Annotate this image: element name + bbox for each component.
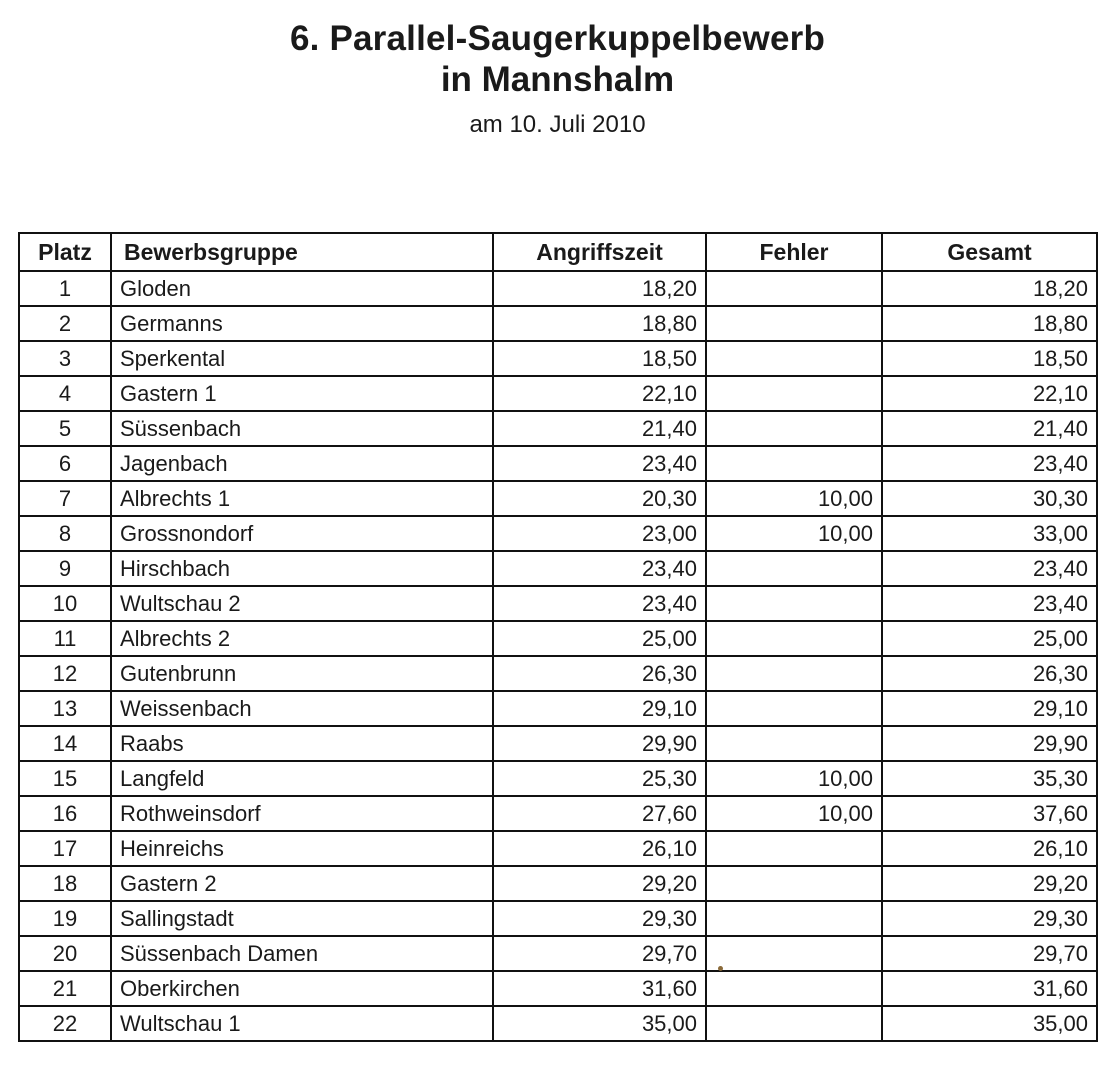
cell-gesamt: 26,10 — [882, 831, 1097, 866]
table-row — [19, 341, 1097, 376]
cell-bewerbsgruppe: Hirschbach — [111, 551, 493, 586]
cell-gesamt: 18,20 — [882, 271, 1097, 306]
table-row — [19, 971, 1097, 1006]
cell-platz: 20 — [19, 936, 111, 971]
cell-platz: 19 — [19, 901, 111, 936]
cell-platz: 17 — [19, 831, 111, 866]
cell-angriffszeit: 26,30 — [493, 656, 706, 691]
cell-bewerbsgruppe: Albrechts 1 — [111, 481, 493, 516]
cell-platz: 7 — [19, 481, 111, 516]
cell-gesamt: 25,00 — [882, 621, 1097, 656]
cell-angriffszeit: 23,40 — [493, 551, 706, 586]
results-table-head — [19, 233, 1097, 271]
cell-platz: 12 — [19, 656, 111, 691]
table-row — [19, 796, 1097, 831]
cell-angriffszeit: 26,10 — [493, 831, 706, 866]
cell-angriffszeit: 21,40 — [493, 411, 706, 446]
cell-angriffszeit: 18,50 — [493, 341, 706, 376]
cell-gesamt: 31,60 — [882, 971, 1097, 1006]
cell-platz: 15 — [19, 761, 111, 796]
cell-platz: 2 — [19, 306, 111, 341]
cell-gesamt: 30,30 — [882, 481, 1097, 516]
page-subtitle: am 10. Juli 2010 — [469, 110, 646, 138]
cell-bewerbsgruppe: Sperkental — [111, 341, 493, 376]
cell-fehler — [706, 656, 882, 691]
cell-bewerbsgruppe: Gloden — [111, 271, 493, 306]
cell-fehler — [706, 376, 882, 411]
cell-bewerbsgruppe: Albrechts 2 — [111, 621, 493, 656]
table-row — [19, 516, 1097, 551]
cell-angriffszeit: 18,80 — [493, 306, 706, 341]
cell-angriffszeit: 35,00 — [493, 1006, 706, 1041]
cell-fehler: 10,00 — [706, 516, 882, 551]
cell-platz: 9 — [19, 551, 111, 586]
cell-bewerbsgruppe: Raabs — [111, 726, 493, 761]
results-table — [18, 232, 1098, 1042]
table-row — [19, 761, 1097, 796]
cell-fehler — [706, 621, 882, 656]
table-row — [19, 481, 1097, 516]
column-header-bewerbsgruppe: Bewerbsgruppe — [111, 233, 493, 271]
cell-platz: 5 — [19, 411, 111, 446]
table-row — [19, 446, 1097, 481]
cell-bewerbsgruppe: Grossnondorf — [111, 516, 493, 551]
cell-angriffszeit: 31,60 — [493, 971, 706, 1006]
cell-bewerbsgruppe: Oberkirchen — [111, 971, 493, 1006]
cell-angriffszeit: 27,60 — [493, 796, 706, 831]
cell-fehler — [706, 726, 882, 761]
cell-platz: 16 — [19, 796, 111, 831]
column-header-fehler: Fehler — [706, 233, 882, 271]
column-header-platz: Platz — [19, 233, 111, 271]
cell-fehler: 10,00 — [706, 481, 882, 516]
table-row — [19, 306, 1097, 341]
cell-platz: 13 — [19, 691, 111, 726]
cell-gesamt: 23,40 — [882, 586, 1097, 621]
cell-gesamt: 33,00 — [882, 516, 1097, 551]
cell-gesamt: 22,10 — [882, 376, 1097, 411]
cell-fehler — [706, 551, 882, 586]
cell-bewerbsgruppe: Rothweinsdorf — [111, 796, 493, 831]
cell-angriffszeit: 25,30 — [493, 761, 706, 796]
table-row — [19, 271, 1097, 306]
cell-gesamt: 26,30 — [882, 656, 1097, 691]
cell-platz: 10 — [19, 586, 111, 621]
scan-speck-artifact — [718, 966, 723, 971]
table-row — [19, 411, 1097, 446]
cell-gesamt: 29,30 — [882, 901, 1097, 936]
cell-gesamt: 29,10 — [882, 691, 1097, 726]
cell-bewerbsgruppe: Langfeld — [111, 761, 493, 796]
cell-bewerbsgruppe: Süssenbach — [111, 411, 493, 446]
cell-fehler — [706, 586, 882, 621]
table-row — [19, 936, 1097, 971]
cell-gesamt: 23,40 — [882, 551, 1097, 586]
column-header-angriffszeit: Angriffszeit — [493, 233, 706, 271]
cell-bewerbsgruppe: Heinreichs — [111, 831, 493, 866]
cell-gesamt: 18,50 — [882, 341, 1097, 376]
column-header-gesamt: Gesamt — [882, 233, 1097, 271]
cell-angriffszeit: 23,40 — [493, 586, 706, 621]
cell-fehler — [706, 1006, 882, 1041]
cell-gesamt: 18,80 — [882, 306, 1097, 341]
table-row — [19, 726, 1097, 761]
table-row — [19, 1006, 1097, 1041]
cell-bewerbsgruppe: Gastern 1 — [111, 376, 493, 411]
cell-gesamt: 21,40 — [882, 411, 1097, 446]
cell-angriffszeit: 29,90 — [493, 726, 706, 761]
cell-bewerbsgruppe: Gastern 2 — [111, 866, 493, 901]
page-title-line-1: 6. Parallel-Saugerkuppelbewerb — [289, 19, 826, 58]
cell-platz: 21 — [19, 971, 111, 1006]
cell-gesamt: 23,40 — [882, 446, 1097, 481]
cell-bewerbsgruppe: Wultschau 1 — [111, 1006, 493, 1041]
cell-bewerbsgruppe: Gutenbrunn — [111, 656, 493, 691]
cell-fehler — [706, 271, 882, 306]
cell-fehler — [706, 446, 882, 481]
cell-fehler — [706, 411, 882, 446]
cell-angriffszeit: 20,30 — [493, 481, 706, 516]
cell-fehler — [706, 866, 882, 901]
cell-platz: 4 — [19, 376, 111, 411]
cell-bewerbsgruppe: Germanns — [111, 306, 493, 341]
cell-fehler — [706, 936, 882, 971]
cell-fehler — [706, 341, 882, 376]
cell-gesamt: 35,00 — [882, 1006, 1097, 1041]
cell-bewerbsgruppe: Weissenbach — [111, 691, 493, 726]
table-row — [19, 586, 1097, 621]
cell-gesamt: 29,20 — [882, 866, 1097, 901]
cell-gesamt: 37,60 — [882, 796, 1097, 831]
cell-platz: 6 — [19, 446, 111, 481]
cell-gesamt: 29,90 — [882, 726, 1097, 761]
cell-fehler — [706, 971, 882, 1006]
cell-angriffszeit: 29,70 — [493, 936, 706, 971]
table-row — [19, 901, 1097, 936]
table-row — [19, 866, 1097, 901]
cell-angriffszeit: 25,00 — [493, 621, 706, 656]
cell-fehler — [706, 831, 882, 866]
cell-gesamt: 35,30 — [882, 761, 1097, 796]
cell-platz: 18 — [19, 866, 111, 901]
cell-angriffszeit: 23,00 — [493, 516, 706, 551]
cell-fehler: 10,00 — [706, 761, 882, 796]
cell-angriffszeit: 23,40 — [493, 446, 706, 481]
cell-platz: 1 — [19, 271, 111, 306]
cell-gesamt: 29,70 — [882, 936, 1097, 971]
table-header-row — [19, 233, 1097, 271]
table-row — [19, 831, 1097, 866]
cell-platz: 11 — [19, 621, 111, 656]
cell-fehler — [706, 306, 882, 341]
table-row — [19, 691, 1097, 726]
cell-bewerbsgruppe: Jagenbach — [111, 446, 493, 481]
table-row — [19, 621, 1097, 656]
cell-angriffszeit: 29,10 — [493, 691, 706, 726]
results-table-body — [19, 271, 1097, 1041]
cell-angriffszeit: 29,30 — [493, 901, 706, 936]
results-table-wrapper — [18, 232, 1096, 1042]
cell-angriffszeit: 18,20 — [493, 271, 706, 306]
cell-fehler — [706, 901, 882, 936]
table-row — [19, 376, 1097, 411]
cell-bewerbsgruppe: Süssenbach Damen — [111, 936, 493, 971]
cell-fehler — [706, 691, 882, 726]
cell-fehler: 10,00 — [706, 796, 882, 831]
cell-angriffszeit: 22,10 — [493, 376, 706, 411]
cell-angriffszeit: 29,20 — [493, 866, 706, 901]
table-row — [19, 551, 1097, 586]
cell-platz: 14 — [19, 726, 111, 761]
table-row — [19, 656, 1097, 691]
document-header — [0, 0, 1115, 139]
page-title-line-2: in Mannshalm — [440, 60, 675, 100]
cell-bewerbsgruppe: Wultschau 2 — [111, 586, 493, 621]
cell-platz: 3 — [19, 341, 111, 376]
cell-platz: 8 — [19, 516, 111, 551]
cell-platz: 22 — [19, 1006, 111, 1041]
cell-bewerbsgruppe: Sallingstadt — [111, 901, 493, 936]
